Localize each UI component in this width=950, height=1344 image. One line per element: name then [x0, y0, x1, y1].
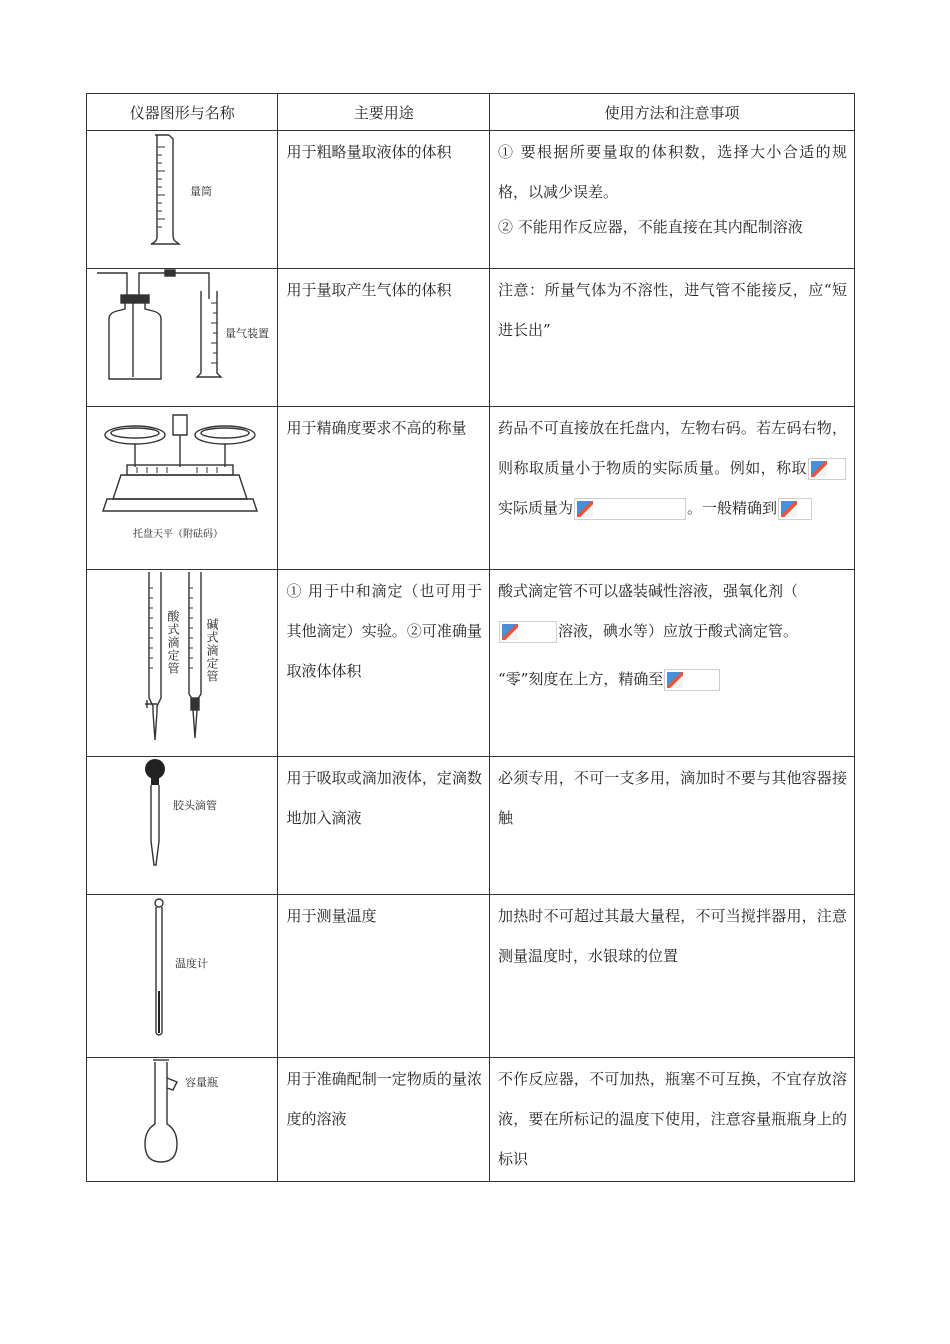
notes-cell: [490, 131, 855, 269]
broken-image-icon: [811, 461, 827, 477]
broken-image-icon: [667, 672, 683, 688]
header-figure-name: 仪器图形与名称: [87, 94, 278, 131]
burettes-image: [87, 570, 277, 755]
header-usage-notes: 使用方法和注意事项: [490, 94, 855, 131]
figure-cell: [87, 131, 278, 269]
note-line: ② 不能用作反应器，不能直接在其内配制溶液: [498, 218, 803, 236]
instrument-name: 胶头滴管: [173, 799, 217, 812]
note-text: 。一般精确到: [687, 499, 778, 517]
instrument-name: 碱式滴定管: [205, 618, 219, 683]
thermometer-image: [87, 895, 277, 1056]
formula-image-placeholder: [808, 458, 846, 480]
table-row: [87, 269, 855, 407]
figure-cell: [87, 269, 278, 407]
use-cell: ① 用于中和滴定（也可用于其他滴定）实验。②可准确量取液体体积: [278, 570, 490, 757]
use-cell: 用于精确度要求不高的称量: [278, 407, 490, 570]
figure-cell: [87, 1058, 278, 1182]
note-text: 实际质量为: [498, 499, 574, 517]
graduated-cylinder-image: [87, 131, 277, 267]
table-row: [87, 407, 855, 570]
use-cell: 用于测量温度: [278, 895, 490, 1058]
table-header-row: [87, 94, 855, 131]
note-text: 药品不可直接放在托盘内，左物右码。若左码右物，则称取质量小于物质的实际质量。例如，称取: [498, 419, 847, 477]
table-row: [87, 895, 855, 1058]
instrument-name: 容量瓶: [185, 1076, 218, 1089]
use-cell: 用于准确配制一定物质的量浓度的溶液: [278, 1058, 490, 1182]
notes-cell: 不作反应器，不可加热，瓶塞不可互换，不宜存放溶液，要在所标记的温度下使用，注意容量瓶瓶身上的标识: [490, 1058, 855, 1182]
table-row: [87, 570, 855, 757]
notes-cell: 必须专用，不可一支多用，滴加时不要与其他容器接触: [490, 757, 855, 895]
volumetric-flask-image: [87, 1058, 277, 1180]
figure-cell: [87, 757, 278, 895]
notes-cell: 加热时不可超过其最大量程，不可当搅拌器用，注意测量温度时，水银球的位置: [490, 895, 855, 1058]
instrument-name: 酸式滴定管: [166, 610, 180, 675]
note-text: 溶液，碘水等）应放于酸式滴定管。: [558, 622, 799, 640]
note-text: 酸式滴定管不可以盛装碱性溶液，强氧化剂（: [498, 582, 799, 600]
use-cell: 用于粗略量取液体的体积: [278, 131, 490, 269]
note-line: ① 要根据所要量取的体积数，选择大小合适的规格，以减少误差。: [498, 143, 847, 201]
formula-image-placeholder: [664, 669, 720, 691]
instrument-name: 量气装置: [225, 327, 269, 340]
instrument-name: 量筒: [190, 185, 212, 198]
notes-cell: 注意：所量气体为不溶性，进气管不能接反，应“短进长出”: [490, 269, 855, 407]
figure-cell: [87, 407, 278, 570]
use-cell: 用于吸取或滴加液体，定滴数地加入滴液: [278, 757, 490, 895]
formula-image-placeholder: [778, 498, 812, 520]
dropper-image: [87, 757, 277, 893]
figure-cell: [87, 570, 278, 757]
instrument-table: [86, 93, 855, 1182]
instrument-name: 温度计: [175, 957, 208, 970]
broken-image-icon: [502, 624, 518, 640]
table-row: [87, 757, 855, 895]
formula-image-placeholder: [574, 498, 686, 520]
formula-image-placeholder: [499, 621, 557, 643]
table-row: [87, 131, 855, 269]
header-main-use: 主要用途: [278, 94, 490, 131]
instrument-name: 托盘天平（附砝码）: [133, 529, 223, 540]
notes-cell: [490, 570, 855, 757]
broken-image-icon: [577, 501, 593, 517]
note-line: [498, 659, 847, 699]
balance-image: [87, 407, 277, 567]
table-row: [87, 1058, 855, 1182]
notes-cell: [490, 407, 855, 570]
figure-cell: [87, 895, 278, 1058]
note-text: “零”刻度在上方，精确至: [498, 670, 664, 688]
broken-image-icon: [781, 501, 797, 517]
use-cell: 用于量取产生气体的体积: [278, 269, 490, 407]
